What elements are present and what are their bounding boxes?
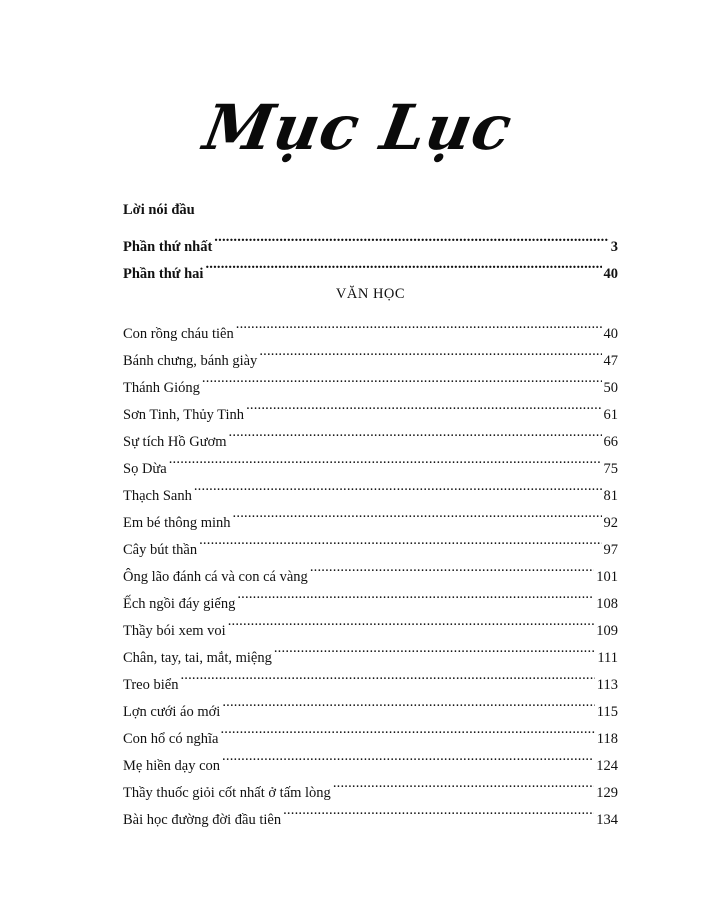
toc-entry-page: 111	[597, 650, 618, 666]
toc-entry-label: Thạch Sanh	[123, 488, 192, 504]
toc-entry-page: 108	[596, 596, 618, 612]
toc-entry-label: Bài học đường đời đầu tiên	[123, 812, 282, 828]
dot-leader	[228, 608, 595, 635]
toc-entry	[123, 500, 618, 531]
toc-entry-label: Mẹ hiền dạy con	[123, 758, 221, 774]
toc-entry-label: Phần thứ nhất	[123, 239, 213, 255]
toc-entry-page: 115	[596, 704, 618, 720]
dot-leader	[222, 689, 594, 716]
section-heading: VĂN HỌC	[335, 286, 406, 302]
toc-entry-page: 97	[603, 542, 618, 558]
toc-entry-label: Ông lão đánh cá và con cá vàng	[123, 569, 308, 585]
toc-entry-label: Cây bút thần	[123, 542, 198, 558]
dot-leader	[246, 392, 601, 419]
dot-leader	[169, 446, 602, 473]
table-of-contents	[123, 197, 618, 828]
toc-entry-label: Phần thứ hai	[123, 266, 204, 282]
toc-entry-page: 134	[596, 812, 618, 828]
toc-entry-page: 118	[596, 731, 618, 747]
toc-entry-page: 40	[603, 326, 618, 342]
toc-entry-page: 113	[596, 677, 618, 693]
toc-entry-page: 92	[603, 515, 618, 531]
toc-entry	[123, 446, 618, 477]
toc-entry-label: Em bé thông minh	[123, 515, 231, 531]
dot-leader	[194, 473, 602, 500]
toc-entry-page: 66	[603, 434, 618, 450]
toc-entry	[123, 311, 618, 342]
toc-entry-page: 129	[596, 785, 618, 801]
toc-entry-label: Thánh Gióng	[123, 380, 200, 396]
toc-preface: Lời nói đầu	[123, 202, 195, 218]
dot-leader	[229, 419, 602, 446]
toc-entry-label: Treo biển	[123, 677, 179, 693]
toc-entry-label: Sự tích Hồ Gươm	[123, 434, 227, 450]
toc-entry	[123, 689, 618, 720]
page-title: Mục Lục	[198, 91, 518, 164]
toc-entry-page: 109	[596, 623, 618, 639]
toc-entry-label: Bánh chưng, bánh giày	[123, 353, 258, 369]
toc-entry	[123, 473, 618, 504]
dot-leader	[259, 338, 601, 365]
dot-leader	[236, 311, 602, 338]
dot-leader	[233, 500, 602, 527]
toc-entry-page: 124	[596, 758, 618, 774]
dot-leader	[310, 554, 594, 581]
toc-entry-page: 101	[596, 569, 618, 585]
toc-entry	[123, 554, 618, 585]
toc-entry-label: Sọ Dừa	[123, 461, 167, 477]
dot-leader	[333, 770, 594, 797]
toc-entry-page: 75	[603, 461, 618, 477]
dot-leader	[220, 716, 594, 743]
dot-leader	[222, 743, 594, 770]
dot-leader	[199, 527, 601, 554]
toc-entry-label: Chân, tay, tai, mắt, miệng	[123, 650, 272, 666]
toc-entry-page: 40	[603, 266, 618, 282]
toc-entry-label: Thầy bói xem voi	[123, 623, 226, 639]
toc-entry-page: 81	[603, 488, 618, 504]
dot-leader	[180, 662, 594, 689]
toc-entry-page: 3	[610, 239, 618, 255]
dot-leader	[205, 251, 601, 278]
toc-entry-label: Sơn Tinh, Thủy Tinh	[123, 407, 245, 423]
dot-leader	[202, 365, 602, 392]
toc-entry-label: Ếch ngồi đáy giếng	[123, 596, 236, 612]
toc-entry	[123, 662, 618, 693]
toc-entry-page: 61	[603, 407, 618, 423]
toc-entry-label: Thầy thuốc giỏi cốt nhất ở tấm lòng	[123, 785, 331, 801]
toc-entry-label: Con rồng cháu tiên	[123, 326, 234, 342]
dot-leader	[274, 635, 595, 662]
toc-entry-label: Con hổ có nghĩa	[123, 731, 219, 747]
dot-leader	[214, 224, 608, 251]
toc-entry-page: 47	[603, 353, 618, 369]
toc-part-entry	[123, 224, 618, 255]
toc-entry-label: Lợn cưới áo mới	[123, 704, 221, 720]
dot-leader	[237, 581, 594, 608]
toc-entry-page: 50	[603, 380, 618, 396]
dot-leader	[283, 797, 594, 824]
